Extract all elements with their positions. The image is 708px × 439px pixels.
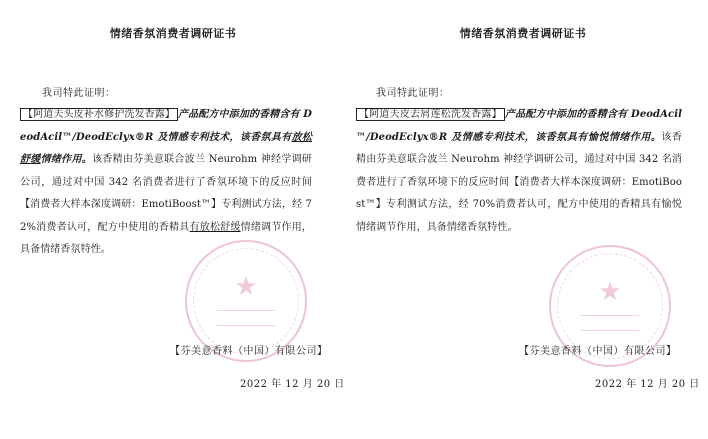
certificate-title: 情绪香氛消费者调研证书 bbox=[109, 27, 237, 40]
certificate-page-right bbox=[354, 0, 708, 439]
detail-text: 该香精由芬美意联合波兰 Neurohm 神经学调研公司，通过对中国 342 名消费者进行了香氛环境下的反应时间【消费者大样本深度调研：EmotiBoost™】专利测试方法，经 70%消费者认可，配方中使用的香精具有愉悦情绪调节作用，具备情绪香氛特性。 bbox=[356, 131, 682, 233]
seal-inscription-mark bbox=[581, 315, 639, 331]
claim-text: 产品配方中添加的香精含有 DeodAcil™/DeodEclyx®R 及情感专利技术，该香氛具有 bbox=[20, 109, 313, 143]
product-name: 【阿道夫头皮补水修护洗发香露】 bbox=[20, 108, 178, 121]
certificate-title: 情绪香氛消费者调研证书 bbox=[459, 27, 587, 40]
certificate-date: 2022 年 12 月 20 日 bbox=[240, 379, 345, 390]
claim-text-end: 情绪作用。 bbox=[40, 154, 93, 165]
claim-text: 产品配方中添加的香精含有 DeodAcil™/DeodEclyx®R 及情感专利技术，该香氛具有愉悦情绪作用。 bbox=[356, 109, 682, 143]
company-name: 【芬美意香料（中国）有限公司】 bbox=[170, 346, 328, 357]
company-name: 【芬美意香料（中国）有限公司】 bbox=[519, 346, 677, 357]
certificate-date: 2022 年 12 月 20 日 bbox=[595, 379, 700, 390]
detail-text-end: 情绪调节作用，具备情绪香氛特性。 bbox=[20, 221, 313, 255]
seal-star-icon: ★ bbox=[234, 271, 258, 302]
detail-text: 该香精由芬美意联合波兰 Neurohm 神经学调研公司，通过对中国 342 名消费者进行了香氛环境下的反应时间【消费者大样本深度调研：EmotiBoost™】专利测试方法，经 72%消费者认可，配方中使用的香精具 bbox=[20, 154, 313, 233]
certificate-body bbox=[356, 104, 682, 239]
product-name: 【阿道夫皮去屑莲松洗发香露】 bbox=[356, 108, 505, 121]
detail-effect: 有放松舒缓 bbox=[189, 221, 241, 233]
seal-inscription-mark bbox=[217, 310, 275, 326]
seal-star-icon: ★ bbox=[598, 276, 622, 307]
certificate-intro: 我司特此证明： bbox=[42, 88, 116, 99]
certificate-intro: 我司特此证明： bbox=[376, 88, 450, 99]
certificate-body bbox=[20, 104, 312, 262]
claim-effect: 放松舒缓 bbox=[20, 131, 312, 165]
